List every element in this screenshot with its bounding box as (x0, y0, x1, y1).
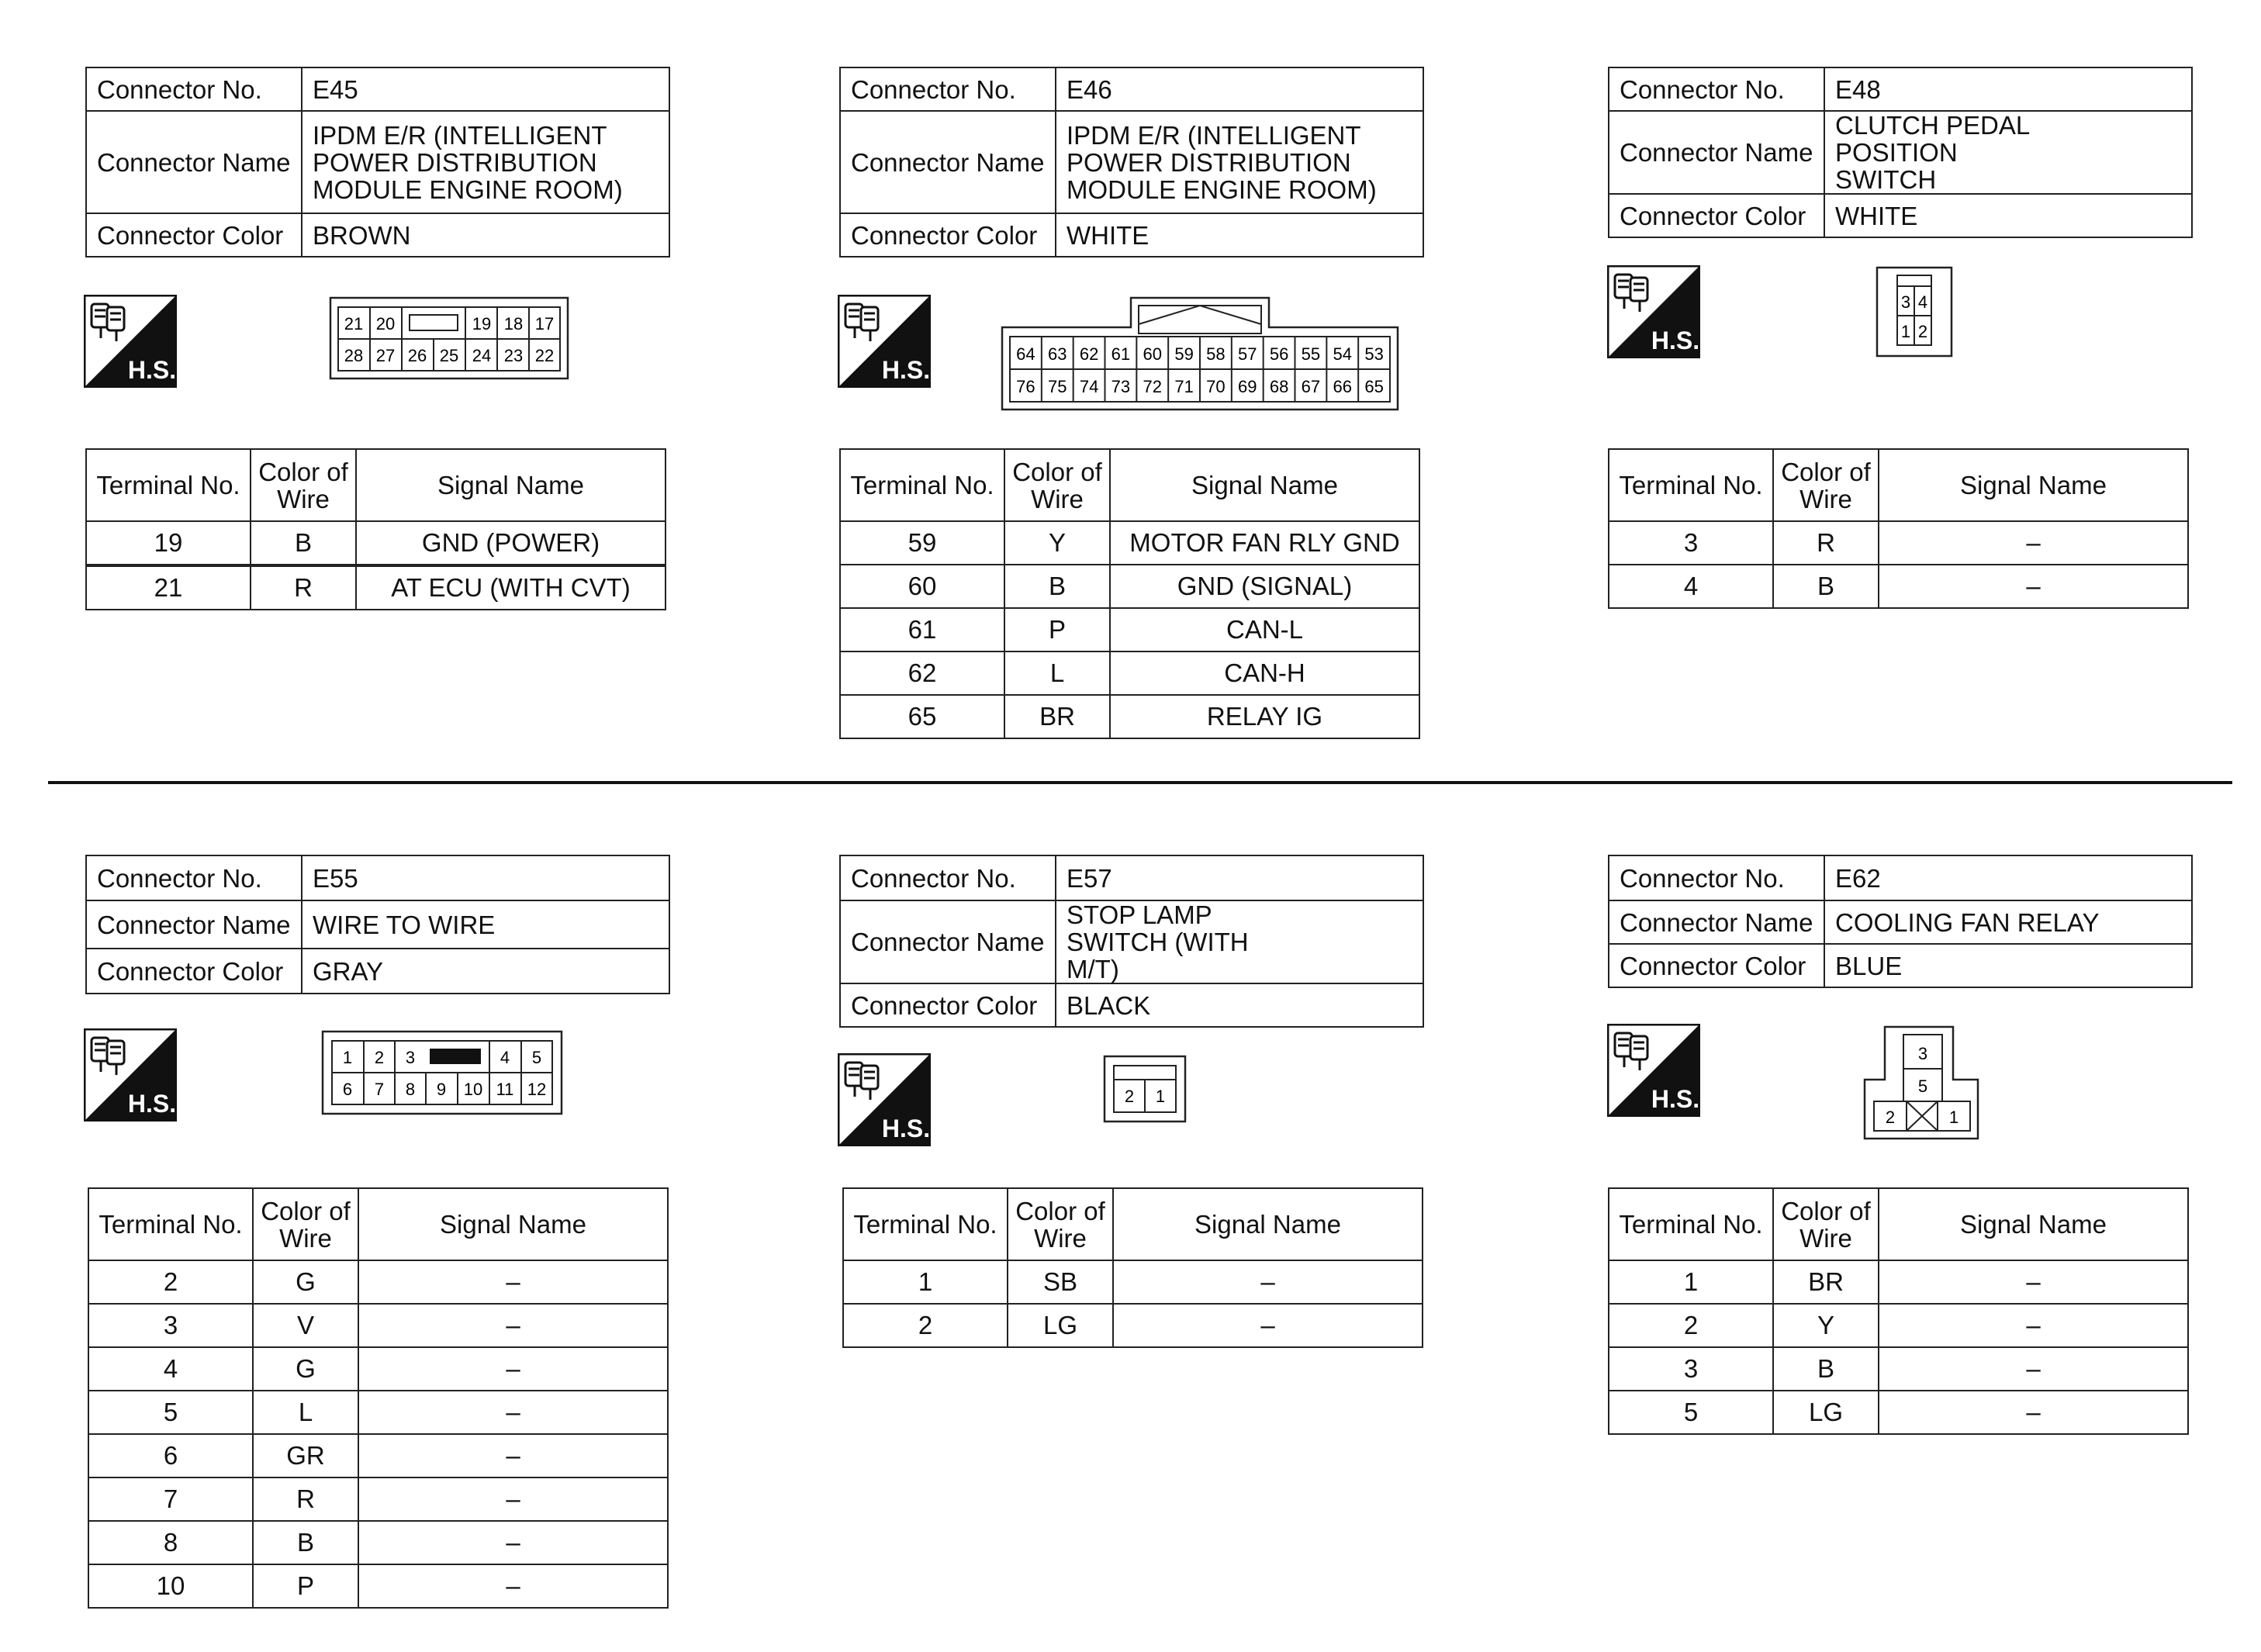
wire-cell: Y (1004, 521, 1110, 565)
terminal-table-e57 (842, 1187, 1423, 1348)
signal-cell: RELAY IG (1110, 695, 1419, 738)
pin-label: 19 (472, 314, 492, 334)
table-row (1609, 1260, 2188, 1304)
connector-color-value: BLACK (1056, 983, 1423, 1027)
pin-label: 2 (1124, 1087, 1135, 1106)
pin-label: 28 (344, 346, 364, 365)
signal-cell: GND (POWER) (356, 521, 666, 565)
terminal-cell: 4 (88, 1347, 253, 1391)
harness-side-icon (1607, 265, 1700, 358)
terminal-cell: 5 (88, 1391, 253, 1434)
signal-cell: – (1879, 565, 2188, 608)
pin-label: 70 (1206, 377, 1226, 396)
pin-label: 73 (1111, 377, 1131, 396)
wire-color-header: Color of Wire (1004, 449, 1110, 521)
table-row (88, 1434, 668, 1477)
wire-cell: P (253, 1564, 358, 1608)
connector-no-value: E55 (302, 855, 669, 900)
connector-color-label: Connector Color (1609, 944, 1824, 987)
pin-label: 74 (1079, 377, 1099, 396)
signal-header: Signal Name (1113, 1188, 1423, 1260)
pin-label: 2 (374, 1048, 385, 1067)
signal-cell: – (358, 1304, 668, 1347)
pin-label: 17 (534, 314, 555, 334)
connector-e62-info (1608, 855, 2193, 988)
harness-side-icon (838, 1053, 931, 1146)
table-row (843, 1304, 1423, 1347)
pin-label: 7 (374, 1080, 385, 1099)
terminal-header: Terminal No. (840, 449, 1004, 521)
pin-label: 3 (1917, 1044, 1928, 1063)
pin-label: 8 (405, 1080, 416, 1099)
pin-label: 58 (1206, 344, 1226, 364)
terminal-table-e45 (85, 448, 666, 610)
signal-cell: – (358, 1521, 668, 1564)
table-row (86, 565, 666, 610)
pin-label: 1 (1948, 1108, 1959, 1127)
pin-label: 2 (1917, 322, 1928, 341)
terminal-cell: 59 (840, 521, 1004, 565)
terminal-header: Terminal No. (1609, 449, 1773, 521)
wire-cell: GR (253, 1434, 358, 1477)
pin-label: 3 (1900, 292, 1911, 312)
terminal-cell: 3 (1609, 521, 1773, 565)
connector-no-label: Connector No. (840, 67, 1056, 111)
signal-cell: – (1879, 1347, 2188, 1391)
wire-cell: LG (1773, 1391, 1879, 1434)
connector-no-label: Connector No. (86, 855, 302, 900)
connector-name-value: IPDM E/R (INTELLIGENT POWER DISTRIBUTION MODULE ENGINE ROOM) (1056, 111, 1423, 213)
wire-color-header: Color of Wire (1773, 1188, 1879, 1260)
connector-e48-face (1876, 266, 1953, 358)
hs-label: H.S. (127, 356, 177, 384)
table-row (1609, 565, 2188, 608)
terminal-table-e48 (1608, 448, 2189, 609)
pin-label: 63 (1048, 344, 1067, 364)
table-row (840, 695, 1419, 738)
connector-name-value: COOLING FAN RELAY (1824, 900, 2192, 944)
wire-color-header: Color of Wire (253, 1188, 358, 1260)
wire-cell: R (251, 565, 356, 610)
signal-cell: MOTOR FAN RLY GND (1110, 521, 1419, 565)
wire-cell: G (253, 1260, 358, 1304)
connector-name-label: Connector Name (1609, 900, 1824, 944)
pin-label: 3 (405, 1048, 416, 1067)
pin-label: 59 (1174, 344, 1194, 364)
connector-e45-face (329, 296, 569, 380)
wire-cell: R (1773, 521, 1879, 565)
pin-label: 10 (463, 1080, 483, 1099)
signal-header: Signal Name (1879, 1188, 2188, 1260)
harness-side-icon (84, 1028, 177, 1121)
wire-cell: BR (1773, 1260, 1879, 1304)
terminal-header: Terminal No. (1609, 1188, 1773, 1260)
wire-color-header: Color of Wire (1773, 449, 1879, 521)
pin-label: 5 (531, 1048, 542, 1067)
connector-name-label: Connector Name (840, 900, 1056, 983)
pin-label: 11 (496, 1080, 514, 1099)
wire-cell: L (253, 1391, 358, 1434)
pin-label: 4 (1917, 292, 1928, 312)
terminal-header: Terminal No. (843, 1188, 1008, 1260)
signal-cell: – (358, 1564, 668, 1608)
wire-cell: B (1773, 565, 1879, 608)
pin-label: 60 (1143, 344, 1162, 364)
connector-no-label: Connector No. (840, 855, 1056, 900)
connector-color-label: Connector Color (86, 213, 302, 257)
pin-label: 62 (1079, 344, 1099, 364)
pin-label: 69 (1238, 377, 1257, 396)
wire-cell: P (1004, 608, 1110, 651)
signal-cell: – (1879, 1260, 2188, 1304)
terminal-cell: 5 (1609, 1391, 1773, 1434)
terminal-cell: 19 (86, 521, 251, 565)
connector-no-label: Connector No. (86, 67, 302, 111)
connector-name-value: STOP LAMP SWITCH (WITH M/T) (1056, 900, 1423, 983)
wire-cell: V (253, 1304, 358, 1347)
pin-label: 12 (527, 1080, 547, 1099)
terminal-cell: 3 (88, 1304, 253, 1347)
signal-cell: – (358, 1477, 668, 1521)
pin-label: 53 (1364, 344, 1384, 364)
pin-label: 67 (1301, 377, 1321, 396)
connector-e62-face (1863, 1025, 1981, 1140)
signal-cell: CAN-L (1110, 608, 1419, 651)
pin-label: 1 (1155, 1087, 1166, 1106)
pin-label: 54 (1333, 344, 1352, 364)
connector-e57-info (839, 855, 1424, 1028)
pin-label: 5 (1917, 1077, 1928, 1096)
terminal-cell: 6 (88, 1434, 253, 1477)
hs-label: H.S. (127, 1090, 177, 1118)
hs-label: H.S. (1651, 1085, 1700, 1113)
connector-color-value: BLUE (1824, 944, 2192, 987)
table-row (840, 565, 1419, 608)
table-row (88, 1564, 668, 1608)
signal-cell: GND (SIGNAL) (1110, 565, 1419, 608)
connector-no-value: E57 (1056, 855, 1423, 900)
connector-color-value: BROWN (302, 213, 669, 257)
wire-color-header: Color of Wire (1008, 1188, 1113, 1260)
connector-name-label: Connector Name (1609, 111, 1824, 194)
table-row (1609, 1347, 2188, 1391)
table-row (88, 1260, 668, 1304)
table-row (840, 608, 1419, 651)
table-row (88, 1477, 668, 1521)
terminal-cell: 65 (840, 695, 1004, 738)
wire-cell: B (1773, 1347, 1879, 1391)
wire-cell: L (1004, 651, 1110, 695)
pin-label: 56 (1269, 344, 1289, 364)
terminal-table-e46 (839, 448, 1420, 739)
table-row (88, 1304, 668, 1347)
wire-cell: B (253, 1521, 358, 1564)
terminal-cell: 3 (1609, 1347, 1773, 1391)
pin-label: 66 (1333, 377, 1352, 396)
connector-name-value: CLUTCH PEDAL POSITION SWITCH (1824, 111, 2192, 194)
signal-header: Signal Name (358, 1188, 668, 1260)
pin-label: 21 (344, 314, 364, 334)
pin-label: 6 (342, 1080, 353, 1099)
wire-cell: Y (1773, 1304, 1879, 1347)
terminal-cell: 61 (840, 608, 1004, 651)
signal-cell: – (358, 1260, 668, 1304)
connector-name-label: Connector Name (86, 900, 302, 949)
wire-cell: R (253, 1477, 358, 1521)
wire-cell: G (253, 1347, 358, 1391)
wire-cell: BR (1004, 695, 1110, 738)
signal-cell: – (1113, 1304, 1423, 1347)
table-row (88, 1347, 668, 1391)
connector-e55-face (321, 1030, 563, 1115)
connector-color-value: GRAY (302, 949, 669, 994)
pin-label: 61 (1111, 344, 1131, 364)
pin-label: 27 (375, 346, 396, 365)
table-row (840, 521, 1419, 565)
connector-color-label: Connector Color (840, 213, 1056, 257)
connector-e46-info (839, 67, 1424, 257)
connector-name-value: WIRE TO WIRE (302, 900, 669, 949)
terminal-table-e55 (88, 1187, 669, 1609)
table-row (86, 521, 666, 565)
connector-e55-info (85, 855, 670, 994)
terminal-cell: 10 (88, 1564, 253, 1608)
signal-cell: AT ECU (WITH CVT) (356, 565, 666, 610)
terminal-cell: 8 (88, 1521, 253, 1564)
pin-label: 25 (439, 346, 459, 365)
connector-e57-face (1103, 1055, 1187, 1123)
terminal-cell: 2 (88, 1260, 253, 1304)
pin-label: 68 (1269, 377, 1289, 396)
pin-label: 18 (503, 314, 524, 334)
connector-no-value: E48 (1824, 67, 2192, 111)
connector-no-label: Connector No. (1609, 855, 1824, 900)
pin-label: 1 (342, 1048, 353, 1067)
pin-label: 64 (1016, 344, 1035, 364)
terminal-cell: 7 (88, 1477, 253, 1521)
table-row (1609, 1304, 2188, 1347)
connector-color-label: Connector Color (86, 949, 302, 994)
table-row (1609, 521, 2188, 565)
terminal-cell: 4 (1609, 565, 1773, 608)
connector-no-label: Connector No. (1609, 67, 1824, 111)
terminal-cell: 60 (840, 565, 1004, 608)
table-row (1609, 1391, 2188, 1434)
pin-label: 9 (436, 1080, 447, 1099)
hs-label: H.S. (881, 1115, 931, 1142)
connector-color-value: WHITE (1824, 194, 2192, 237)
wire-cell: B (251, 521, 356, 565)
harness-side-icon (84, 295, 177, 388)
terminal-cell: 1 (843, 1260, 1008, 1304)
hs-label: H.S. (881, 356, 931, 384)
connector-e48-info (1608, 67, 2193, 238)
terminal-table-e62 (1608, 1187, 2189, 1435)
pin-label: 1 (1900, 322, 1911, 341)
table-row (88, 1391, 668, 1434)
terminal-header: Terminal No. (86, 449, 251, 521)
pin-label: 22 (534, 346, 555, 365)
signal-cell: – (1113, 1260, 1423, 1304)
wire-color-header: Color of Wire (251, 449, 356, 521)
pin-label: 71 (1174, 377, 1194, 396)
connector-name-label: Connector Name (86, 111, 302, 213)
connector-e45-info (85, 67, 670, 257)
signal-cell: – (358, 1391, 668, 1434)
terminal-cell: 1 (1609, 1260, 1773, 1304)
pin-label: 26 (407, 346, 427, 365)
pin-label: 4 (500, 1048, 510, 1067)
connector-e46-face (1001, 295, 1399, 411)
terminal-cell: 21 (86, 565, 251, 610)
pin-label: 20 (375, 314, 396, 334)
pin-label: 2 (1885, 1108, 1896, 1127)
signal-header: Signal Name (356, 449, 666, 521)
table-row (843, 1260, 1423, 1304)
pin-label: 24 (472, 346, 492, 365)
connector-name-label: Connector Name (840, 111, 1056, 213)
hs-label: H.S. (1651, 327, 1700, 354)
pin-label: 23 (503, 346, 524, 365)
connector-no-value: E46 (1056, 67, 1423, 111)
wire-cell: SB (1008, 1260, 1113, 1304)
connector-no-value: E62 (1824, 855, 2192, 900)
signal-cell: – (358, 1347, 668, 1391)
section-divider (48, 781, 2232, 784)
signal-header: Signal Name (1879, 449, 2188, 521)
terminal-cell: 2 (1609, 1304, 1773, 1347)
signal-cell: – (1879, 1304, 2188, 1347)
pin-label: 57 (1238, 344, 1257, 364)
signal-cell: CAN-H (1110, 651, 1419, 695)
connector-color-label: Connector Color (1609, 194, 1824, 237)
terminal-cell: 2 (843, 1304, 1008, 1347)
wire-cell: B (1004, 565, 1110, 608)
wire-cell: LG (1008, 1304, 1113, 1347)
table-row (88, 1521, 668, 1564)
signal-cell: – (1879, 521, 2188, 565)
pin-label: 72 (1143, 377, 1162, 396)
connector-name-value: IPDM E/R (INTELLIGENT POWER DISTRIBUTION MODULE ENGINE ROOM) (302, 111, 669, 213)
pin-label: 65 (1364, 377, 1384, 396)
pin-label: 55 (1301, 344, 1321, 364)
connector-no-value: E45 (302, 67, 669, 111)
signal-cell: – (1879, 1391, 2188, 1434)
signal-cell: – (358, 1434, 668, 1477)
connector-color-label: Connector Color (840, 983, 1056, 1027)
terminal-cell: 62 (840, 651, 1004, 695)
signal-header: Signal Name (1110, 449, 1419, 521)
harness-side-icon (1607, 1024, 1700, 1117)
terminal-header: Terminal No. (88, 1188, 253, 1260)
table-row (840, 651, 1419, 695)
pin-label: 76 (1016, 377, 1035, 396)
harness-side-icon (838, 295, 931, 388)
pin-label: 75 (1048, 377, 1067, 396)
connector-color-value: WHITE (1056, 213, 1423, 257)
